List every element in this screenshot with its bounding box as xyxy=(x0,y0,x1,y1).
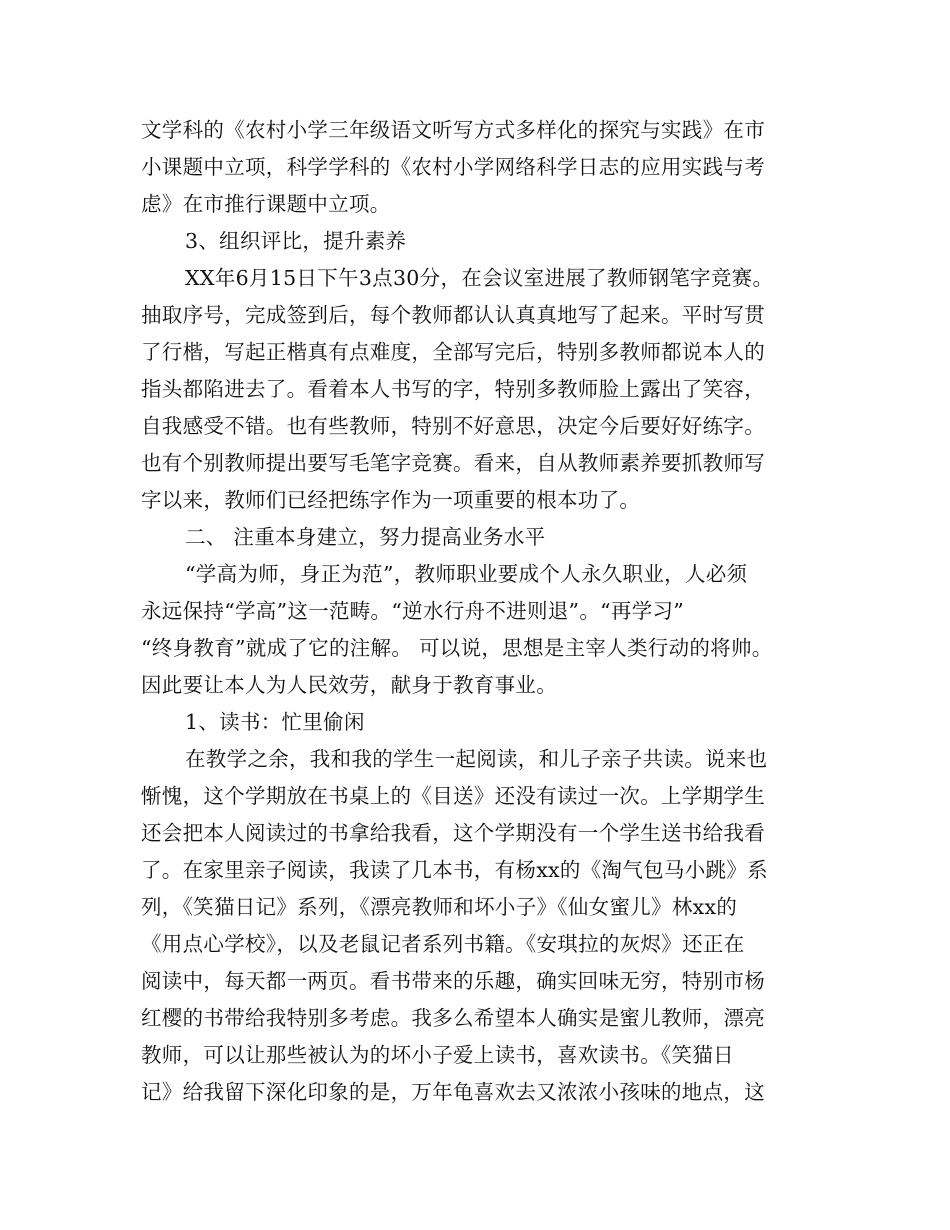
text-line: 虑》在市推行课题中立项。 xyxy=(141,192,391,216)
text-line: 指头都陷进去了。看着本人书写的字，特别多教师脸上露出了笑容， xyxy=(141,377,765,401)
text-line: 字以来，教师们已经把练字作为一项重要的根本功了。 xyxy=(141,488,641,512)
text-line: 小课题中立项，科学学科的《农村小学网络科学日志的应用实践与考 xyxy=(141,155,765,179)
text-line: “学高为师，身正为范”，教师职业要成个人永久职业，人必须 xyxy=(185,562,748,586)
text-line: 永远保持“学高”这一范畴。“逆水行舟不进则退”。“再学习” xyxy=(141,599,685,623)
text-line: 阅读中，每天都一两页。看书带来的乐趣，确实回味无穷，特别市杨 xyxy=(141,969,765,993)
text-line: 《用点心学校》，以及老鼠记者系列书籍。《安琪拉的灰烬》还正在 xyxy=(141,932,745,956)
text-line: 列，《笑猫日记》系列，《漂亮教师和坏小子》《仙女蜜儿》林xx的 xyxy=(141,895,738,919)
text-line: 也有个别教师提出要写毛笔字竞赛。看来，自从教师素养要抓教师写 xyxy=(141,451,765,475)
text-line: 惭愧，这个学期放在书桌上的《目送》还没有读过一次。上学期学生 xyxy=(141,784,765,808)
text-line: 还会把本人阅读过的书拿给我看，这个学期没有一个学生送书给我看 xyxy=(141,821,765,845)
text-line: 抽取序号，完成签到后，每个教师都认认真真地写了起来。平时写贯 xyxy=(141,303,765,327)
text-line: 二、 注重本身建立，努力提高业务水平 xyxy=(185,525,546,549)
text-line: XX年6月15日下午3点30分，在会议室进展了教师钢笔字竞赛。 xyxy=(185,266,774,290)
document-body xyxy=(141,112,821,1111)
text-line: 了行楷，写起正楷真有点难度，全部写完后，特别多教师都说本人的 xyxy=(141,340,765,364)
text-line: 自我感受不错。也有些教师，特别不好意思，决定今后要好好练字。 xyxy=(141,414,765,438)
text-line: 因此要让本人为人民效劳，献身于教育事业。 xyxy=(141,673,557,697)
text-line: 了。在家里亲子阅读，我读了几本书，有杨xx的《淘气包马小跳》系 xyxy=(141,858,768,882)
text-line: 3、组织评比，提升素养 xyxy=(185,229,407,253)
text-line: 文学科的《农村小学三年级语文听写方式多样化的探究与实践》在市 xyxy=(141,118,765,142)
text-line: 1、读书：忙里偷闲 xyxy=(185,710,365,734)
text-line: 记》给我留下深化印象的是，万年龟喜欢去又浓浓小孩味的地点，这 xyxy=(141,1080,765,1104)
text-line: 教师，可以让那些被认为的坏小子爱上读书，喜欢读书。《笑猫日 xyxy=(141,1043,734,1067)
text-line: 在教学之余，我和我的学生一起阅读，和儿子亲子共读。说来也 xyxy=(185,747,768,771)
text-line: “终身教育”就成了它的注解。 可以说，思想是主宰人类行动的将帅。 xyxy=(141,636,773,660)
text-line: 红樱的书带给我特别多考虑。我多么希望本人确实是蜜儿教师，漂亮 xyxy=(141,1006,765,1030)
